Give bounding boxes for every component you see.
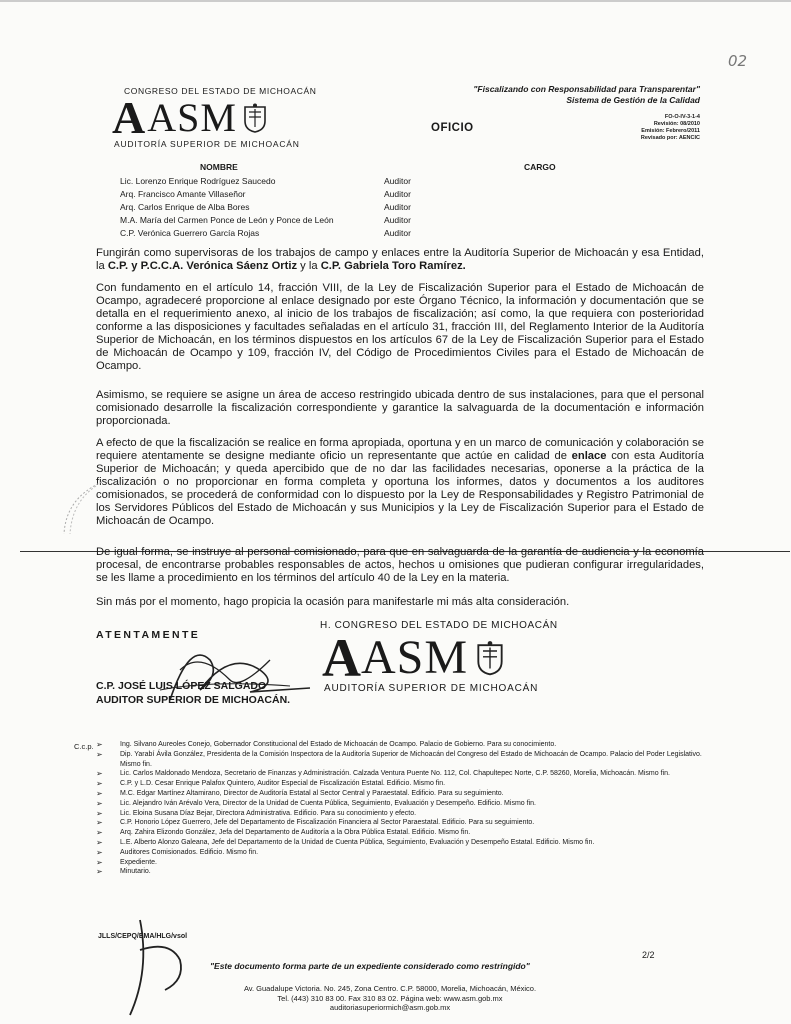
congress-heading: CONGRESO DEL ESTADO DE MICHOACÁN [124, 86, 317, 96]
ccp-item-text: Expediente. [120, 858, 157, 866]
bullet-arrow-icon: ➢ [96, 808, 103, 818]
ccp-list [96, 740, 722, 877]
supervisor-name: C.P. Gabriela Toro Ramírez. [320, 260, 466, 272]
bullet-arrow-icon: ➢ [96, 798, 103, 808]
ccp-item-text: Auditores Comisionados. Edificio. Mismo fin. [120, 848, 259, 856]
code-line: Revisión: 08/2010 [653, 121, 700, 127]
document-codes [600, 114, 700, 142]
stamp-asm-logo [322, 628, 504, 688]
bullet-arrow-icon: ➢ [96, 857, 103, 867]
stamp-seal-icon [476, 640, 504, 676]
text-run: con esta Auditoría Superior de Michoacán; y queda apercibido que de no dar las facilidades necesarias, oponerse a la práctica de la fiscalización o no proporcionar en forma completa y oportuna los informes, datos y documentos a los auditores comisionados, se procederá de conformidad con lo dispuesto por la Ley de Responsabilidades y Registro Patrimonial de los Servidores Públicos del Estado de Michoacán y sus Municipios y la Ley de Fiscalización Superior para el Estado de Michoacán de Ocampo. [96, 450, 704, 527]
paragraph-restricted-area: Asimismo, se requiere se asigne un área de acceso restringido ubicada dentro de sus instalaciones, para que el personal comisionado desarrolle la fiscalización correspondiente y garantice la salvaguarda de la documentación e información proporcionada. [96, 389, 704, 427]
staff-name: Arq. Carlos Enrique de Alba Bores [120, 202, 250, 212]
ccp-item [96, 858, 722, 868]
bullet-arrow-icon: ➢ [96, 769, 103, 779]
ccp-item-text: L.E. Alberto Alonzo Galeana, Jefe del Departamento de la Unidad de Cuenta Pública, Seguimiento, Evaluación y Desempeño Estatal. Edificio. Mismo fin. [120, 838, 595, 846]
table-row [120, 202, 740, 214]
bullet-arrow-icon: ➢ [96, 837, 103, 847]
asm-logo-text: ASM [147, 95, 237, 140]
text-run: Fungirán como supervisoras de los trabajos de campo y enlaces entre la Auditoría Superior de Michoacán y esa Entidad, la [96, 247, 704, 272]
ccp-item-text: Lic. Carlos Maldonado Mendoza, Secretario de Finanzas y Administración. Calzada Ventura Puente No. 112, Col. Chapultepec Norte, C.P. 58260, Morelia, Michoacán. Mismo fin. [120, 770, 670, 778]
code-line: FO-O-IV-3-1-4 [664, 114, 700, 120]
emphasis-enlace: enlace [571, 450, 607, 462]
ccp-item [96, 838, 722, 848]
stamp-auditoria: AUDITORÍA SUPERIOR DE MICHOACÁN [324, 683, 539, 694]
ccp-item [96, 779, 722, 789]
ccp-item [96, 799, 722, 809]
page-top-edge [0, 0, 791, 2]
ccp-item-text: M.C. Edgar Martínez Altamirano, Director de Auditoría Estatal al Sector Central y Paraestatal. Edificio. Para su seguimiento. [120, 789, 504, 797]
signer-name: C.P. JOSÉ LUIS LÓPEZ SALGADO [96, 680, 267, 692]
column-header-nombre: NOMBRE [200, 162, 238, 172]
bullet-arrow-icon: ➢ [96, 740, 103, 749]
document-type: OFICIO [431, 122, 474, 134]
ccp-item-text: Lic. Alejandro Iván Arévalo Vera, Director de la Unidad de Cuenta Pública, Seguimiento, Evaluación y Desempeño. Edificio. Mismo fin. [120, 799, 536, 807]
ccp-item [96, 818, 722, 828]
ccp-item [96, 867, 722, 877]
paragraph-liaison [96, 437, 704, 528]
table-row [120, 228, 740, 240]
stamp-logo-a: A [322, 628, 361, 688]
ccp-item [96, 789, 722, 799]
state-seal-icon [243, 103, 267, 133]
column-header-cargo: CARGO [524, 162, 556, 172]
code-line: Emisión: Febrero/2011 [641, 128, 700, 134]
paragraph-supervisors [96, 247, 704, 273]
staff-name: C.P. Verónica Guerrero García Rojas [120, 228, 260, 238]
table-row [120, 176, 740, 188]
page-mark-handwritten: 02 [728, 52, 748, 70]
slogan-line-1: "Fiscalizando con Responsabilidad para Transparentar" [473, 84, 700, 94]
closing-atentamente: ATENTAMENTE [96, 629, 201, 641]
initials: JLLS/CEPQ/EMA/HLG/vsol [98, 933, 188, 940]
paragraph-closing: Sin más por el momento, hago propicia la ocasión para manifestarle mi más alta consideración. [96, 596, 570, 608]
bullet-arrow-icon: ➢ [96, 867, 103, 877]
slogan [420, 84, 700, 106]
footer-line: Tel. (443) 310 83 00. Fax 310 83 02. Página web: www.asm.gob.mx [277, 993, 503, 1003]
bullet-arrow-icon: ➢ [96, 788, 103, 798]
bullet-arrow-icon: ➢ [96, 847, 103, 857]
ccp-label: C.c.p. [74, 742, 94, 751]
ccp-item [96, 740, 722, 750]
bullet-arrow-icon: ➢ [96, 779, 103, 789]
ccp-item [96, 809, 722, 819]
staff-name: Arq. Francisco Amante Villaseñor [120, 189, 246, 199]
ccp-item-text: Ing. Silvano Aureoles Conejo, Gobernador Constitucional del Estado de Michoacán de Ocampo. Palacio de Gobierno. Para su conocimiento. [120, 741, 557, 748]
staff-cargo: Auditor [384, 202, 411, 212]
ccp-item [96, 750, 722, 770]
table-row [120, 189, 740, 201]
stamp-congress: H. CONGRESO DEL ESTADO DE MICHOACÁN [320, 620, 558, 631]
code-line: Revisado por: AENCIC [640, 135, 700, 141]
text-run: y la [297, 260, 321, 272]
ccp-item-text: Dip. Yarabí Ávila González, Presidenta de la Comisión Inspectora de la Auditoría Superior de Michoacán del Congreso del Estado de Michoacán de Ocampo. Palacio del Poder Legislativo. Mismo fin. [120, 750, 702, 768]
auditoria-heading: AUDITORÍA SUPERIOR DE MICHOACÁN [114, 139, 300, 149]
faint-stamp-mark [56, 478, 106, 538]
ccp-item [96, 828, 722, 838]
asm-logo-a: A [112, 92, 146, 143]
ccp-item-text: C.P. y L.D. Cesar Enrique Palafox Quintero, Auditor Especial de Fiscalización Estatal. Edificio. Mismo fin. [120, 780, 446, 788]
staff-cargo: Auditor [384, 228, 411, 238]
paragraph-legal-basis: Con fundamento en el artículo 14, fracción VIII, de la Ley de Fiscalización Superior para el Estado de Michoacán de Ocampo, agradeceré proporcione al enlace designado por este Órgano Técnico, la información y documentación que se detalla en el requerimiento anexo, al inicio de los trabajos de fiscalización; así como, la que requiera con posterioridad conforme a las disposiciones y facultades señaladas en el artículo 31, fracción III, del Reglamento Interior de la Auditoría Superior de Michoacán, en los términos dispuestos en los artículos 67 de la Ley de Fiscalización Superior para el Estado de Michoacán de Ocampo y 109, fracción IV, del Código de Procedimientos Civiles para el Estado de Michoacán de Ocampo. [96, 282, 704, 372]
ccp-item-text: C.P. Honorio López Guerrero, Jefe del Departamento de Fiscalización Financiera al Sector Paraestatal. Edificio. Para su seguimiento. [120, 819, 535, 827]
staff-cargo: Auditor [384, 176, 411, 186]
staff-name: M.A. María del Carmen Ponce de León y Ponce de León [120, 215, 334, 225]
handwritten-mark [110, 910, 210, 1020]
ccp-item-text: Lic. Eloina Susana Díaz Bejar, Directora Administrativa. Edificio. Para su conocimiento y efecto. [120, 809, 417, 817]
footer-address [200, 984, 580, 1013]
restricted-note: "Este documento forma parte de un expediente considerado como restringido" [210, 961, 530, 971]
stamp-logo-text: ASM [361, 631, 469, 684]
ccp-item-text: Arq. Zahira Elizondo González, Jefa del Departamento de Auditoría a la Obra Pública Estatal. Edificio. Mismo fin. [120, 829, 471, 837]
staff-cargo: Auditor [384, 215, 411, 225]
footer-line: Av. Guadalupe Victoria. No. 245, Zona Centro. C.P. 58000, Morelia, Michoacán, México. [243, 984, 537, 993]
footer-line: auditoriasuperiormich@asm.gob.mx [329, 1003, 451, 1012]
slogan-line-2: Sistema de Gestión de la Calidad [566, 95, 700, 105]
bullet-arrow-icon: ➢ [96, 828, 103, 838]
supervisor-name: C.P. y P.C.C.A. Verónica Sáenz Ortiz [107, 260, 298, 272]
bullet-arrow-icon: ➢ [96, 749, 103, 759]
bullet-arrow-icon: ➢ [96, 818, 103, 828]
ccp-item-text: Minutario. [120, 868, 151, 876]
paragraph-audience: De igual forma, se instruye al personal comisionado, para que en salvaguarda de la garantía de audiencia y la economía procesal, de encontrarse probables responsables de actos, hechos u omisiones que pudieran configurar irregularidades, se les llame a procedimiento en los términos del artículo 40 de la Ley en la materia. [96, 546, 704, 584]
staff-cargo: Auditor [384, 189, 411, 199]
table-row [120, 215, 740, 227]
ccp-item [96, 769, 722, 779]
text-run: A efecto de que la fiscalización se realice en forma apropiada, oportuna y en un marco de comunicación y colaboración se requiere atentamente se designe mediante oficio un representante que actúe en calidad de [96, 437, 704, 462]
asm-logo [112, 92, 267, 143]
page-number: 2/2 [642, 950, 655, 960]
signer-title: AUDITOR SUPERIOR DE MICHOACÁN. [96, 694, 291, 706]
staff-name: Lic. Lorenzo Enrique Rodríguez Saucedo [120, 176, 276, 186]
ccp-item [96, 848, 722, 858]
